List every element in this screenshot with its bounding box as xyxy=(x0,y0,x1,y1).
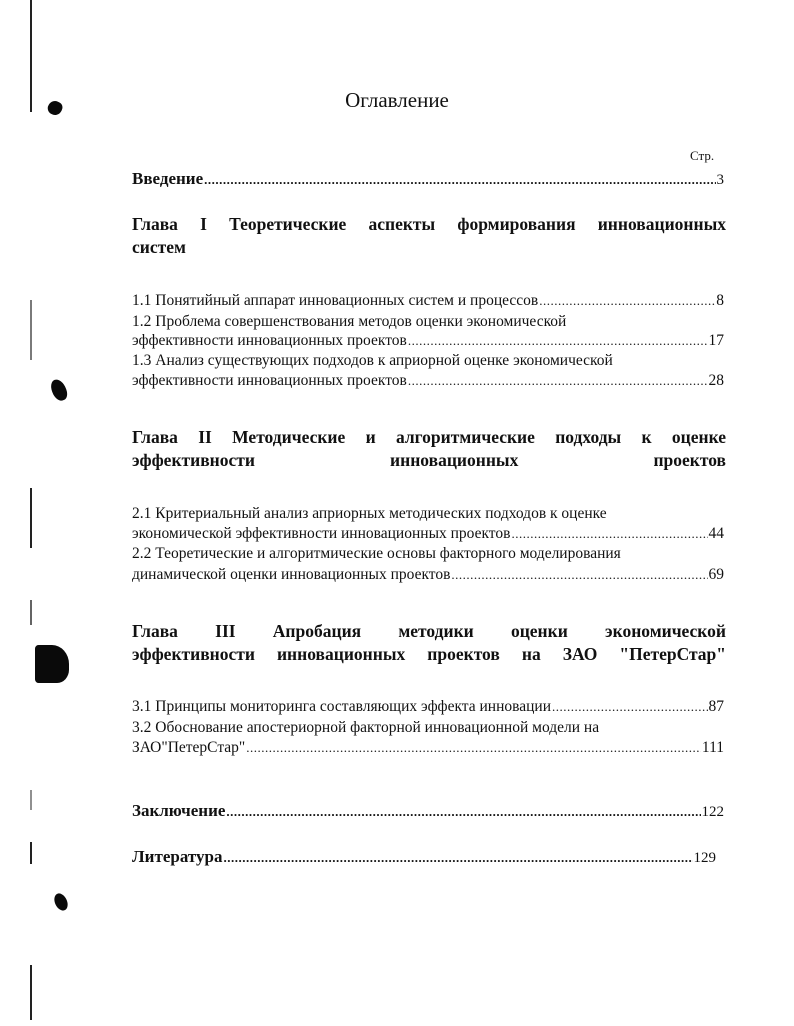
toc-entry-page: 122 xyxy=(701,804,724,820)
toc-entry-label: ЗАО"ПетерСтар" xyxy=(132,739,246,756)
toc-entry-label: Заключение xyxy=(132,801,226,820)
dot-leader xyxy=(408,373,708,389)
toc-entry-page: 111 xyxy=(701,739,724,756)
toc-entry-3-2-line-1: 3.2 Обоснование апостериорной факторной инновационной модели на xyxy=(132,719,600,736)
chapter-1-line-1: Глава I Теоретические аспекты формирования инновационных xyxy=(132,214,726,234)
dot-leader xyxy=(511,526,707,542)
toc-entry-1-2-line-1: 1.2 Проблема совершенствования методов оценки экономической xyxy=(132,313,567,330)
toc-entry-page: 3 xyxy=(716,172,724,188)
scan-blot-2 xyxy=(49,377,70,402)
toc-entry-label: Введение xyxy=(132,169,204,188)
toc-entry-page: 129 xyxy=(693,850,716,866)
toc-entry-2-2 xyxy=(132,566,724,584)
toc-entry-1-2 xyxy=(132,332,724,350)
toc-entry-3-1 xyxy=(132,698,724,716)
scan-left-edge xyxy=(30,0,32,1026)
toc-entry-2-1 xyxy=(132,525,724,543)
toc-entry-page: 44 xyxy=(708,525,724,542)
toc-entry-intro xyxy=(132,169,724,189)
toc-entry-page: 8 xyxy=(716,292,724,309)
chapter-3-line-1: Глава III Апробация методики оценки экономической xyxy=(132,621,726,641)
toc-entry-1-3-line-1: 1.3 Анализ существующих подходов к априорной оценке экономической xyxy=(132,352,613,369)
toc-entry-conclusion xyxy=(132,801,724,821)
toc-entry-3-2 xyxy=(132,739,724,757)
toc-entry-1-1 xyxy=(132,292,724,310)
dot-leader xyxy=(451,567,707,583)
toc-entry-page: 69 xyxy=(708,566,724,583)
dot-leader xyxy=(408,333,708,349)
chapter-3-heading xyxy=(132,620,726,666)
toc-entry-label: 3.1 Принципы мониторинга составляющих эффекта инновации xyxy=(132,698,552,715)
toc-entry-label: экономической эффективности инновационных проектов xyxy=(132,525,511,542)
chapter-1-line-2: систем xyxy=(132,237,186,257)
toc-entry-label: эффективности инновационных проектов xyxy=(132,332,407,349)
dot-leader xyxy=(539,293,715,309)
dot-leader xyxy=(223,850,692,866)
toc-entry-page: 28 xyxy=(708,372,724,389)
page-title: Оглавление xyxy=(345,88,449,112)
chapter-2-heading xyxy=(132,426,726,472)
dot-leader xyxy=(204,172,715,188)
toc-entry-label: Литература xyxy=(132,847,223,866)
scan-blot-3 xyxy=(35,645,69,683)
toc-entry-2-2-line-1: 2.2 Теоретические и алгоритмические основы факторного моделирования xyxy=(132,545,621,562)
toc-entry-label: эффективности инновационных проектов xyxy=(132,372,407,389)
toc-entry-2-1-line-1: 2.1 Критериальный анализ априорных методических подходов к оценке xyxy=(132,505,607,522)
dot-leader xyxy=(246,740,701,756)
toc-entry-label: динамической оценки инновационных проектов xyxy=(132,566,451,583)
chapter-2-line-1: Глава II Методические и алгоритмические подходы к оценке xyxy=(132,427,726,447)
toc-entry-page: 17 xyxy=(708,332,724,349)
toc-entry-1-3 xyxy=(132,372,724,390)
chapter-2-line-2: эффективности инновационных проектов xyxy=(132,450,726,470)
chapter-3-line-2: эффективности инновационных проектов на ЗАО "ПетерСтар" xyxy=(132,644,726,664)
page-column-label: Стр. xyxy=(690,148,715,163)
scan-blot-4 xyxy=(52,891,70,912)
toc-entry-label: 1.1 Понятийный аппарат инновационных систем и процессов xyxy=(132,292,539,309)
chapter-1-heading xyxy=(132,213,726,259)
dot-leader xyxy=(226,804,700,820)
toc-entry-page: 87 xyxy=(708,698,724,715)
toc-entry-literature xyxy=(132,847,716,867)
dot-leader xyxy=(552,699,707,715)
